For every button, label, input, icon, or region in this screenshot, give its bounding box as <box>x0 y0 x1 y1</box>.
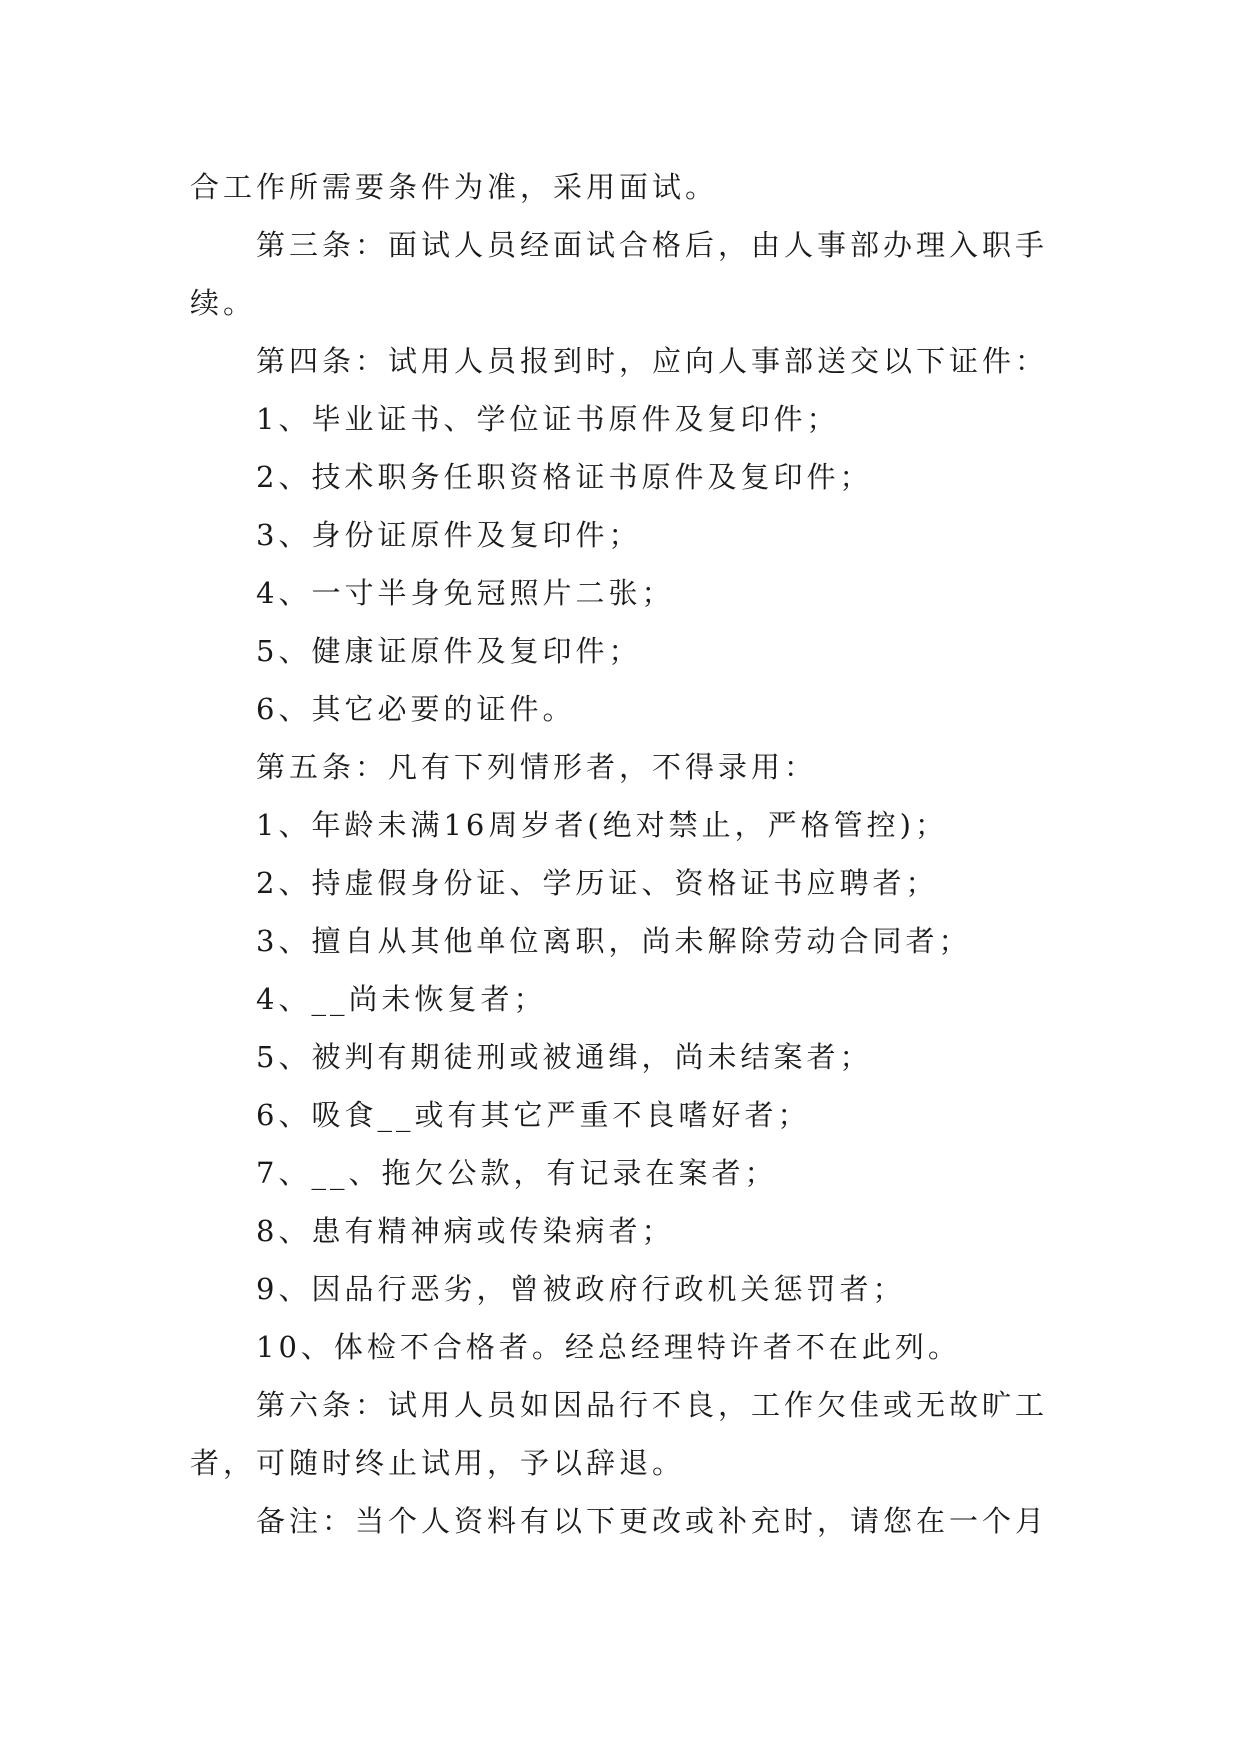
text-line: 者，可随时终止试用，予以辞退。 <box>190 1446 686 1480</box>
text-line: 第五条：凡有下列情形者，不得录用： <box>256 750 818 784</box>
list-item: 3、身份证原件及复印件； <box>256 518 642 552</box>
list-item: 6、其它必要的证件。 <box>256 692 576 726</box>
list-item: 4、__尚未恢复者； <box>256 982 547 1016</box>
list-item: 10、体检不合格者。经总经理特许者不在此列。 <box>256 1330 961 1364</box>
list-item: 5、被判有期徒刑或被通缉，尚未结案者； <box>256 1040 873 1074</box>
list-item: 6、吸食__或有其它严重不良嗜好者； <box>256 1098 811 1132</box>
list-item: 2、技术职务任职资格证书原件及复印件； <box>256 460 873 494</box>
list-item: 5、健康证原件及复印件； <box>256 634 642 668</box>
text-line: 合工作所需要条件为准，采用面试。 <box>190 170 719 204</box>
text-line: 第三条：面试人员经面试合格后，由人事部办理入职手 <box>256 228 1049 262</box>
text-line: 第六条：试用人员如因品行不良，工作欠佳或无故旷工 <box>256 1388 1049 1422</box>
text-line: 第四条：试用人员报到时，应向人事部送交以下证件： <box>256 344 1049 378</box>
text-line: 备注：当个人资料有以下更改或补充时，请您在一个月 <box>256 1504 1049 1538</box>
list-item: 7、__、拖欠公款，有记录在案者； <box>256 1156 778 1190</box>
list-item: 3、擅自从其他单位离职，尚未解除劳动合同者； <box>256 924 972 958</box>
list-item: 1、毕业证书、学位证书原件及复印件； <box>256 402 840 436</box>
list-item: 1、年龄未满16周岁者(绝对禁止，严格管控)； <box>256 808 948 842</box>
list-item: 8、患有精神病或传染病者； <box>256 1214 675 1248</box>
document-body <box>190 158 1060 1550</box>
text-line: 续。 <box>190 286 257 320</box>
list-item: 4、一寸半身免冠照片二张； <box>256 576 675 610</box>
list-item: 9、因品行恶劣，曾被政府行政机关惩罚者； <box>256 1272 906 1306</box>
list-item: 2、持虚假身份证、学历证、资格证书应聘者； <box>256 866 939 900</box>
